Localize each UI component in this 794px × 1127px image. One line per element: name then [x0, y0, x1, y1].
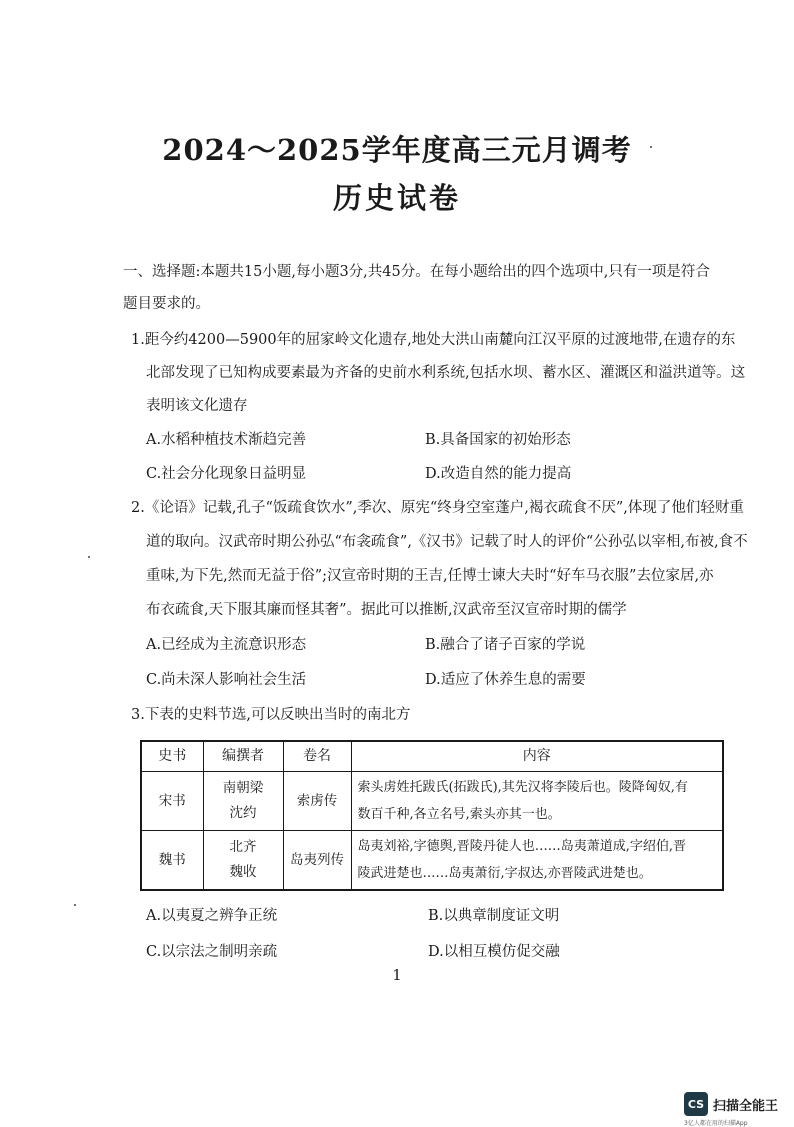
q3-option-a: A.以夷夏之辨争正统	[146, 908, 278, 924]
q1-stem-line1: 1.距今约4200—5900年的屈家岭文化遗存,地处大洪山南麓向江汉平原的过渡地带,在遗存的东	[131, 332, 736, 348]
table-header-row	[141, 741, 723, 772]
cell-chapter: 岛夷列传	[283, 831, 351, 891]
camscanner-logo-icon: CS	[684, 1092, 708, 1116]
header-chapter: 卷名	[283, 741, 351, 772]
cell-author	[203, 831, 283, 891]
cell-author-name: 魏收	[229, 864, 257, 880]
q1-stem-line2: 北部发现了已知构成要素最为齐备的史前水利系统,包括水坝、蓄水区、灌溉区和溢洪道等。这	[146, 365, 746, 381]
header-content: 内容	[351, 741, 723, 772]
q2-option-c: C.尚未深人影响社会生活	[146, 672, 307, 688]
cell-author-dynasty: 南朝梁	[222, 780, 264, 796]
scanner-watermark	[684, 1092, 778, 1116]
q1-option-b: B.具备国家的初始形态	[425, 432, 571, 448]
cell-author-name: 沈约	[229, 805, 257, 821]
q2-stem-line3: 重味,为下先,然而无益于俗”;汉宣帝时期的王吉,任博士谏大夫时“好车马衣服”去位家居,亦	[146, 568, 714, 584]
watermark-name: 扫描全能王	[713, 1098, 779, 1114]
q1-option-c: C.社会分化现象日益明显	[146, 466, 307, 482]
q2-option-a: A.已经成为主流意识形态	[146, 637, 307, 653]
exam-title: 2024～2025学年度高三元月调考	[162, 133, 632, 167]
cell-content	[351, 831, 723, 891]
cell-author	[203, 772, 283, 831]
cell-book: 魏书	[141, 831, 203, 891]
q2-stem-line4: 布衣疏食,天下服其廉而怪其奢”。据此可以推断,汉武帝至汉宣帝时期的儒学	[146, 602, 627, 618]
cell-content-line1: 索头虏姓托跋氏(拓跋氏),其先汉将李陵后也。陵降匈奴,有	[357, 780, 688, 795]
section-instruction-line1: 一、选择题:本题共15小题,每小题3分,共45分。在每小题给出的四个选项中,只有一项是符合	[123, 264, 710, 280]
cell-book: 宋书	[141, 772, 203, 831]
cell-content-line2: 陵武进楚也……岛夷萧衍,字叔达,亦晋陵武进楚也。	[357, 866, 652, 881]
q3-stem: 3.下表的史料节选,可以反映出当时的南北方	[131, 707, 411, 723]
cell-content	[351, 772, 723, 831]
scan-speck	[650, 146, 652, 148]
header-author: 编撰者	[203, 741, 283, 772]
q3-option-c: C.以宗法之制明亲疏	[146, 944, 278, 960]
cell-author-dynasty: 北齐	[229, 839, 257, 855]
page-number: 1	[392, 966, 402, 984]
q1-option-a: A.水稻种植技术渐趋完善	[146, 432, 307, 448]
q3-option-d: D.以相互模仿促交融	[428, 944, 560, 960]
exam-subtitle: 历史试卷	[332, 181, 461, 215]
q3-option-b: B.以典章制度证文明	[428, 908, 560, 924]
header-book: 史书	[141, 741, 203, 772]
scan-speck	[74, 904, 76, 906]
q3-source-table	[140, 740, 724, 891]
q2-stem-line2: 道的取向。汉武帝时期公孙弘“布衾疏食”,《汉书》记载了时人的评价“公孙弘以宰相,布被,食不	[146, 534, 748, 550]
q2-option-b: B.融合了诸子百家的学说	[425, 637, 586, 653]
cell-content-line2: 数百千种,各立名号,索头亦其一也。	[357, 807, 561, 822]
watermark-tagline: 3亿人都在用的扫描App	[684, 1120, 748, 1127]
scan-speck	[88, 556, 90, 558]
section-instruction-line2: 题目要求的。	[123, 296, 210, 312]
cell-content-line1: 岛夷刘裕,字德舆,晋陵丹徒人也……岛夷萧道成,字绍伯,晋	[357, 839, 687, 854]
q2-option-d: D.适应了休养生息的需要	[425, 672, 586, 688]
q2-stem-line1: 2.《论语》记载,孔子“饭疏食饮水”,季次、原宪“终身空室蓬户,褐衣疏食不厌”,体现了他们轻财重	[131, 500, 744, 516]
table-row	[141, 772, 723, 831]
q1-stem-line3: 表明该文化遗存	[146, 398, 248, 414]
q1-option-d: D.改造自然的能力提高	[425, 466, 572, 482]
cell-chapter: 索虏传	[283, 772, 351, 831]
table-row	[141, 831, 723, 891]
